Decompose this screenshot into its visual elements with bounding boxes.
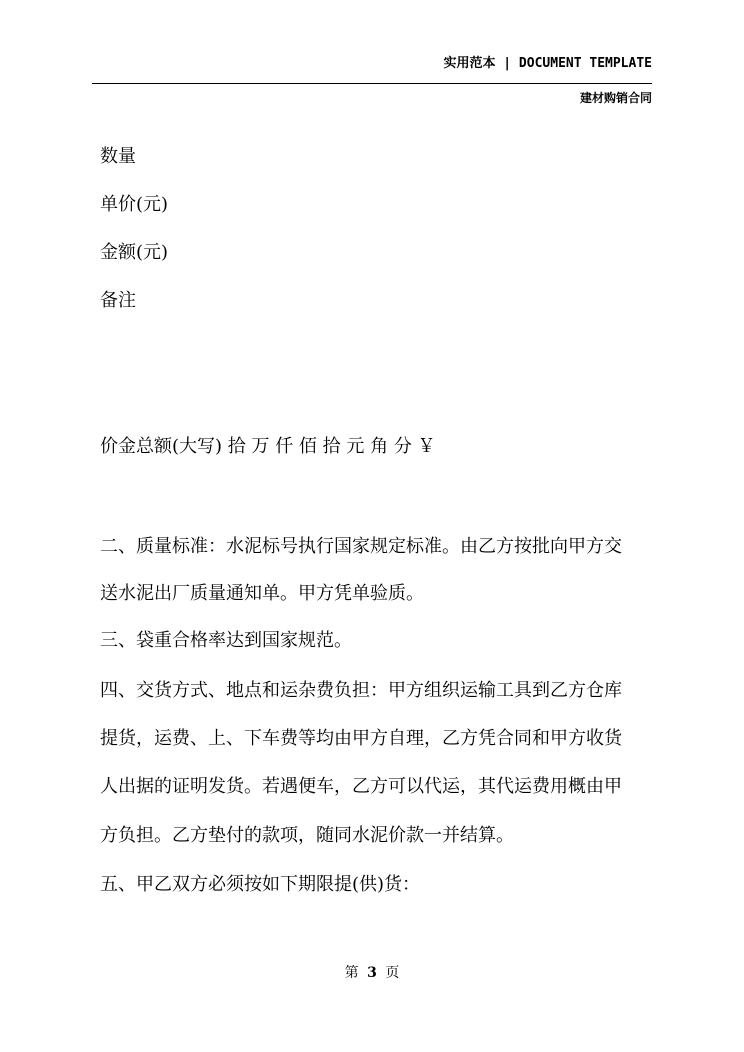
header-divider <box>92 83 652 84</box>
clause-5: 五、甲乙双方必须按如下期限提(供)货： <box>100 874 421 895</box>
page-number: 3 <box>367 965 377 981</box>
page-footer <box>0 964 744 982</box>
clause-2-line-1: 二、质量标准：水泥标号执行国家规定标准。由乙方按批向甲方交 <box>100 536 622 557</box>
clause-2-line-2: 送水泥出厂质量通知单。甲方凭单验质。 <box>100 583 424 604</box>
clause-4-line-4: 方负担。乙方垫付的款项，随同水泥价款一并结算。 <box>100 825 514 846</box>
clause-4-line-2: 提货，运费、上、下车费等均由甲方自理，乙方凭合同和甲方收货 <box>100 728 622 749</box>
clause-3: 三、袋重合格率达到国家规范。 <box>100 630 352 651</box>
header-document-title: 建材购销合同 <box>579 91 652 105</box>
clause-4-line-1: 四、交货方式、地点和运杂费负担：甲方组织运输工具到乙方仓库 <box>100 680 622 701</box>
page-label-prefix: 第 <box>344 965 359 981</box>
field-amount: 金额(元) <box>100 242 169 263</box>
clause-4-line-3: 人出据的证明发货。若遇便车，乙方可以代运，其代运费用概由甲 <box>100 776 622 797</box>
field-unit-price: 单价(元) <box>100 194 169 215</box>
total-amount-line: 价金总额(大写) 拾 万 仟 佰 拾 元 角 分 ￥ <box>100 436 436 457</box>
page-label-suffix: 页 <box>385 965 400 981</box>
field-quantity: 数量 <box>100 146 136 167</box>
header-template-label: 实用范本 | DOCUMENT TEMPLATE <box>443 56 652 71</box>
field-remarks: 备注 <box>100 290 136 311</box>
